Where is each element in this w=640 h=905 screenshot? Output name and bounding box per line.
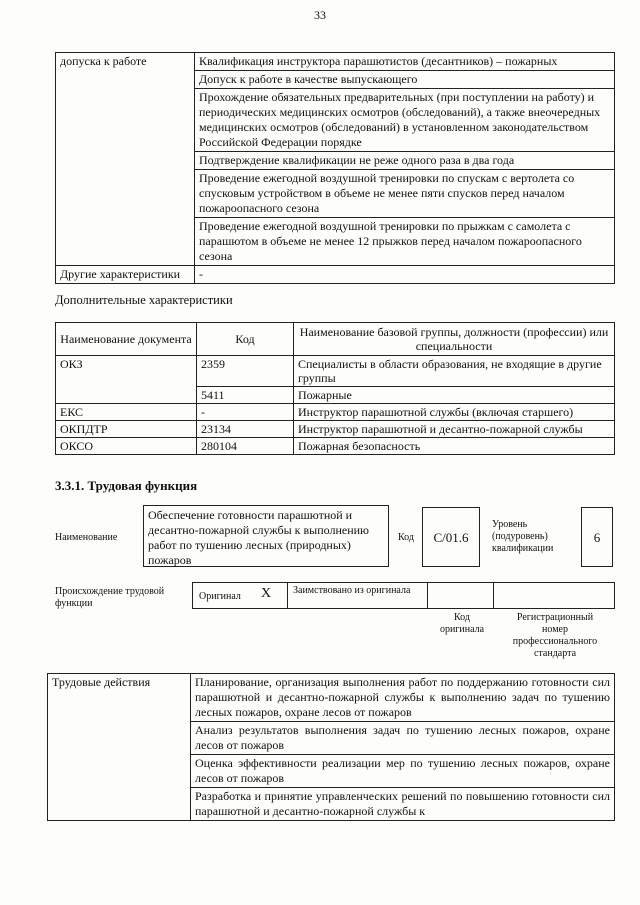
- list-item: Проведение ежегодной воздушной тренировки по спускам с вертолета со спусковым устройством в объеме не менее пяти спусков перед началом пожароопасного сезона: [195, 170, 614, 218]
- list-item: Оценка эффективности реализации мер по тушению лесных пожаров, охране лесов от пожаров: [191, 755, 614, 788]
- column-header: Наименование документа: [56, 323, 197, 356]
- row-label: Другие характеристики: [56, 266, 195, 284]
- column-header: Код: [197, 323, 294, 356]
- table-header: [56, 323, 615, 356]
- row-value: -: [195, 266, 615, 284]
- list-item: Допуск к работе в качестве выпускающего: [195, 71, 614, 89]
- table-row: [56, 438, 615, 455]
- doc-cell: ЕКС: [56, 404, 197, 421]
- origin-label: Происхождение трудовой функции: [55, 586, 165, 609]
- original-label: Оригинал: [199, 591, 241, 602]
- qualification-level: 6: [581, 507, 613, 567]
- origin-code-label: Код оригинала: [439, 612, 485, 635]
- table-row: [56, 421, 615, 438]
- reg-number-label: Регистрационный номер профессионального стандарта: [512, 612, 598, 659]
- list-item: Проведение ежегодной воздушной тренировки по прыжкам с самолета с парашютом в объеме не менее 12 прыжков перед началом пожароопасного сезона: [199, 219, 582, 263]
- row-label: допуска к работе: [56, 53, 195, 266]
- admission-table: [55, 52, 615, 284]
- additional-characteristics-table: [55, 322, 615, 455]
- name-cell: Инструктор парашютной службы (включая старшего): [294, 404, 615, 421]
- list-item: Подтверждение квалификации не реже одного раза в два года: [195, 152, 614, 170]
- origin-row: [192, 582, 615, 609]
- page-number: 33: [314, 8, 326, 22]
- name-label: Наименование: [55, 532, 118, 543]
- name-cell: Инструктор парашютной и десантно-пожарной службы: [294, 421, 615, 438]
- divider: [427, 583, 428, 608]
- code-cell: -: [197, 404, 294, 421]
- function-name: Обеспечение готовности парашютной и десантно-пожарной службы к выполнению работ по тушению лесных (природных) пожаров: [143, 505, 389, 567]
- list-item: Прохождение обязательных предварительных (при поступлении на работу) и периодических медицинских осмотров (обследований), а также внеочередных медицинских осмотров (обследований) в установленном законодательством Российской Федерации порядке: [195, 89, 614, 152]
- column-header: Наименование базовой группы, должности (профессии) или специальности: [294, 323, 615, 356]
- original-mark: X: [261, 586, 272, 601]
- table-row: [56, 53, 615, 266]
- labour-actions-table: [47, 673, 615, 821]
- list-item: Квалификация инструктора парашютистов (десантников) – пожарных: [195, 53, 614, 71]
- divider: [493, 583, 494, 608]
- list-item: Планирование, организация выполнения работ по поддержанию готовности сил парашютной и десантно-пожарной службы к выполнению задач по тушению лесных пожаров, охране лесов от пожаров: [191, 674, 614, 722]
- code-cell: 280104: [197, 438, 294, 455]
- borrowed-label: Заимствовано из оригинала: [293, 585, 411, 596]
- code-cell: 5411: [197, 387, 294, 404]
- divider: [287, 583, 288, 608]
- list-item: Разработка и принятие управленческих решений по повышению готовности сил парашютной и десантно-пожарной службы к: [195, 789, 610, 818]
- table-row: [56, 266, 615, 284]
- level-label: Уровень (подуровень) квалификации: [492, 519, 554, 554]
- doc-cell: ОКПДТР: [56, 421, 197, 438]
- table-row: [48, 674, 615, 821]
- labour-function-title: 3.3.1. Трудовая функция: [55, 478, 198, 493]
- name-cell: Пожарная безопасность: [294, 438, 615, 455]
- code-cell: 23134: [197, 421, 294, 438]
- name-cell: Пожарные: [294, 387, 615, 404]
- list-item: Анализ результатов выполнения задач по тушению лесных пожаров, охране лесов от пожаров: [191, 722, 614, 755]
- section-heading: Дополнительные характеристики: [55, 293, 233, 307]
- function-code: C/01.6: [422, 507, 480, 567]
- name-cell: Специалисты в области образования, не входящие в другие группы: [294, 356, 615, 387]
- code-cell: 2359: [197, 356, 294, 387]
- doc-cell: ОКЗ: [56, 356, 197, 404]
- code-label: Код: [398, 532, 414, 543]
- row-label: Трудовые действия: [48, 674, 191, 821]
- table-row: [56, 356, 615, 387]
- table-row: [56, 404, 615, 421]
- doc-cell: ОКСО: [56, 438, 197, 455]
